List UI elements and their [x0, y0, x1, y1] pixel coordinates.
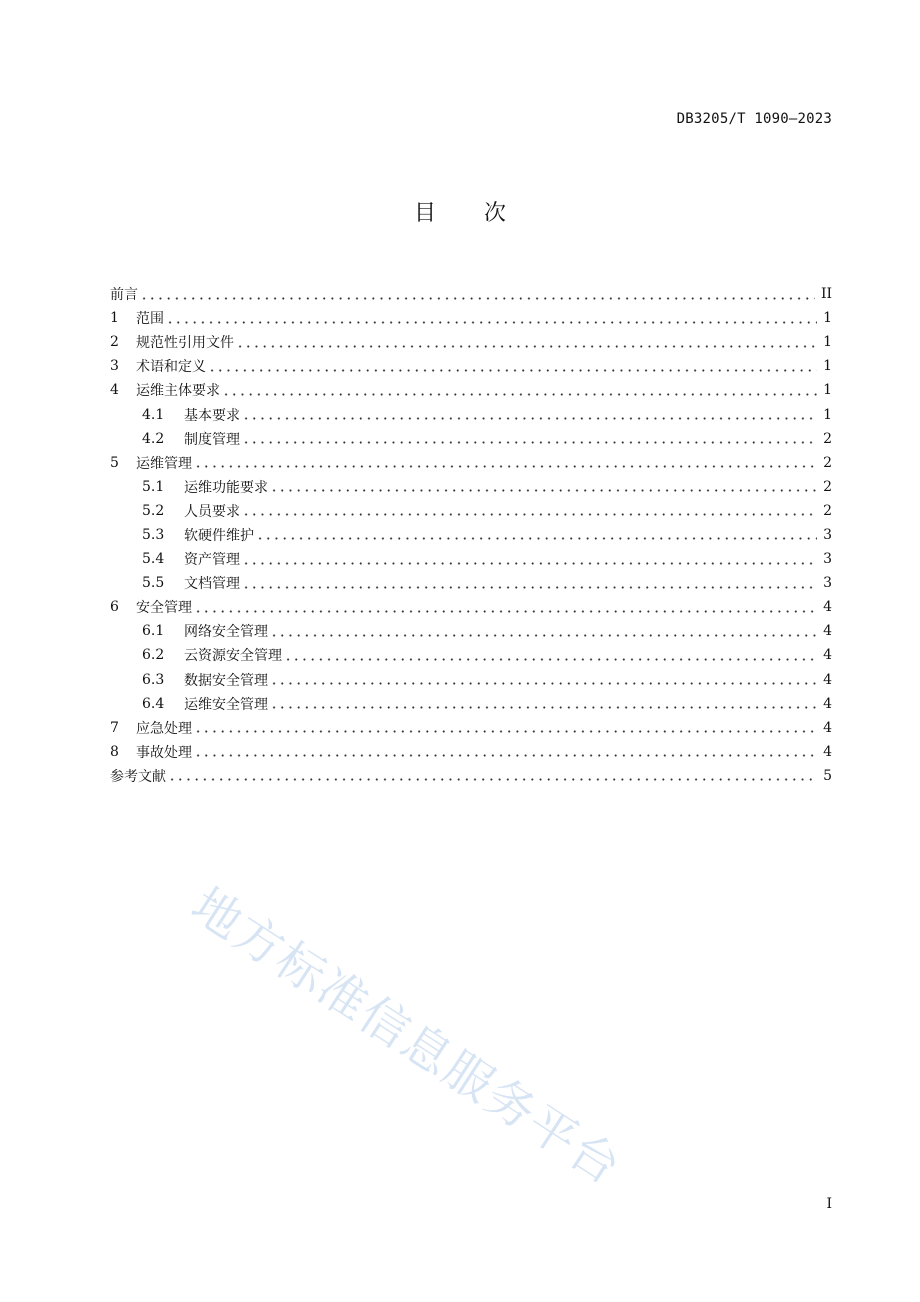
toc-entry-page: 2	[823, 502, 832, 519]
toc-entry-number: 8	[110, 743, 119, 760]
toc-entry-page: 1	[823, 382, 832, 399]
page-number: I	[826, 1196, 832, 1212]
toc-dot-leader	[194, 610, 817, 613]
toc-dot-leader	[242, 441, 817, 444]
toc-entry[interactable]	[110, 378, 832, 402]
toc-entry-label: 运维主体要求	[136, 383, 220, 400]
toc-entry-page: II	[820, 286, 832, 303]
toc-entry[interactable]	[110, 499, 832, 523]
toc-entry[interactable]	[110, 427, 832, 451]
toc-entry[interactable]	[110, 475, 832, 499]
toc-entry[interactable]	[110, 692, 832, 716]
toc-dot-leader	[208, 369, 817, 372]
toc-entry-label: 文档管理	[184, 576, 240, 593]
toc-entry-number: 6.3	[142, 671, 165, 688]
toc-entry-page: 4	[823, 623, 832, 640]
toc-dot-leader	[222, 393, 817, 396]
toc-entry-page: 4	[823, 671, 832, 688]
toc-entry-page: 3	[823, 551, 832, 568]
toc-entry-label: 安全管理	[136, 600, 192, 617]
toc-dot-leader	[140, 297, 815, 300]
toc-dot-leader	[242, 513, 817, 516]
toc-entry[interactable]	[110, 668, 832, 692]
toc-entry-label: 基本要求	[184, 407, 240, 424]
toc-entry[interactable]	[110, 619, 832, 643]
toc-entry-number: 5.3	[142, 526, 165, 543]
toc-entry-number: 6.4	[142, 695, 165, 712]
toc-dot-leader	[242, 417, 817, 420]
toc-entry-label: 事故处理	[136, 744, 192, 761]
toc-entry-label: 前言	[110, 287, 138, 304]
toc-dot-leader	[194, 754, 817, 757]
toc-entry[interactable]	[110, 451, 832, 475]
toc-dot-leader	[256, 537, 817, 540]
toc-entry-label: 术语和定义	[136, 359, 206, 376]
toc-dot-leader	[242, 586, 817, 589]
toc-entry-number: 5	[110, 454, 119, 471]
toc-entry-number: 5.5	[142, 575, 165, 592]
toc-dot-leader	[236, 345, 817, 348]
toc-entry-page: 2	[823, 478, 832, 495]
toc-dot-leader	[168, 778, 817, 781]
toc-entry[interactable]	[110, 643, 832, 667]
toc-entry-label: 数据安全管理	[184, 672, 268, 689]
document-code: DB3205/T 1090—2023	[676, 111, 832, 127]
toc-entry-number: 1	[110, 310, 119, 327]
toc-entry-label: 云资源安全管理	[184, 648, 282, 665]
toc-dot-leader	[194, 465, 817, 468]
toc-entry-label: 制度管理	[184, 431, 240, 448]
toc-entry-number: 4	[110, 382, 119, 399]
toc-dot-leader	[166, 321, 817, 324]
toc-entry[interactable]	[110, 354, 832, 378]
toc-entry-page: 2	[823, 430, 832, 447]
watermark: 地方标准信息服务平台	[181, 877, 632, 1197]
toc-entry[interactable]	[110, 571, 832, 595]
toc-entry[interactable]	[110, 716, 832, 740]
toc-entry-page: 3	[823, 526, 832, 543]
toc-entry[interactable]	[110, 547, 832, 571]
toc-entry-label: 运维安全管理	[184, 696, 268, 713]
toc-dot-leader	[270, 489, 817, 492]
toc-entry[interactable]	[110, 282, 832, 306]
toc-entry[interactable]	[110, 740, 832, 764]
toc-entry-number: 3	[110, 358, 119, 375]
toc-entry-label: 规范性引用文件	[136, 335, 234, 352]
toc-entry-number: 4.2	[142, 430, 165, 447]
toc-entry-label: 网络安全管理	[184, 624, 268, 641]
toc-entry-number: 5.2	[142, 502, 165, 519]
toc-entry-page: 4	[823, 695, 832, 712]
toc-entry-number: 5.4	[142, 551, 165, 568]
toc-dot-leader	[194, 730, 817, 733]
toc-entry[interactable]	[110, 523, 832, 547]
toc-entry-page: 2	[823, 454, 832, 471]
toc-title: 目次	[413, 201, 554, 226]
toc-entry-number: 6.1	[142, 623, 165, 640]
toc-entry-label: 软硬件维护	[184, 527, 254, 544]
toc-dot-leader	[270, 634, 817, 637]
toc-entry-number: 5.1	[142, 478, 165, 495]
toc-entry-page: 1	[823, 334, 832, 351]
toc-entry-label: 运维功能要求	[184, 479, 268, 496]
toc-entry-number: 6.2	[142, 647, 165, 664]
toc-dot-leader	[270, 682, 817, 685]
toc-entry-page: 1	[823, 358, 832, 375]
toc-entry-number: 4.1	[142, 406, 165, 423]
toc-entry-page: 1	[823, 406, 832, 423]
toc-dot-leader	[270, 706, 817, 709]
toc-entry-number: 6	[110, 599, 119, 616]
toc-entry-label: 运维管理	[136, 455, 192, 472]
toc-entry-page: 4	[823, 743, 832, 760]
toc-dot-leader	[284, 658, 817, 661]
toc-entry[interactable]	[110, 595, 832, 619]
toc-entry[interactable]	[110, 764, 832, 788]
toc-entry-page: 4	[823, 599, 832, 616]
toc-entry-number: 7	[110, 719, 119, 736]
toc-entry[interactable]	[110, 330, 832, 354]
toc-entry-page: 3	[823, 575, 832, 592]
table-of-contents	[110, 282, 832, 788]
toc-entry-label: 应急处理	[136, 720, 192, 737]
toc-entry-page: 4	[823, 719, 832, 736]
toc-entry-label: 范围	[136, 311, 164, 328]
toc-entry-number: 2	[110, 334, 119, 351]
toc-entry-page: 1	[823, 310, 832, 327]
toc-dot-leader	[242, 562, 817, 565]
toc-entry-label: 资产管理	[184, 552, 240, 569]
toc-entry-page: 5	[823, 767, 832, 784]
toc-entry[interactable]	[110, 402, 832, 426]
toc-entry-label: 人员要求	[184, 503, 240, 520]
toc-entry-page: 4	[823, 647, 832, 664]
toc-entry[interactable]	[110, 306, 832, 330]
toc-entry-label: 参考文献	[110, 768, 166, 785]
